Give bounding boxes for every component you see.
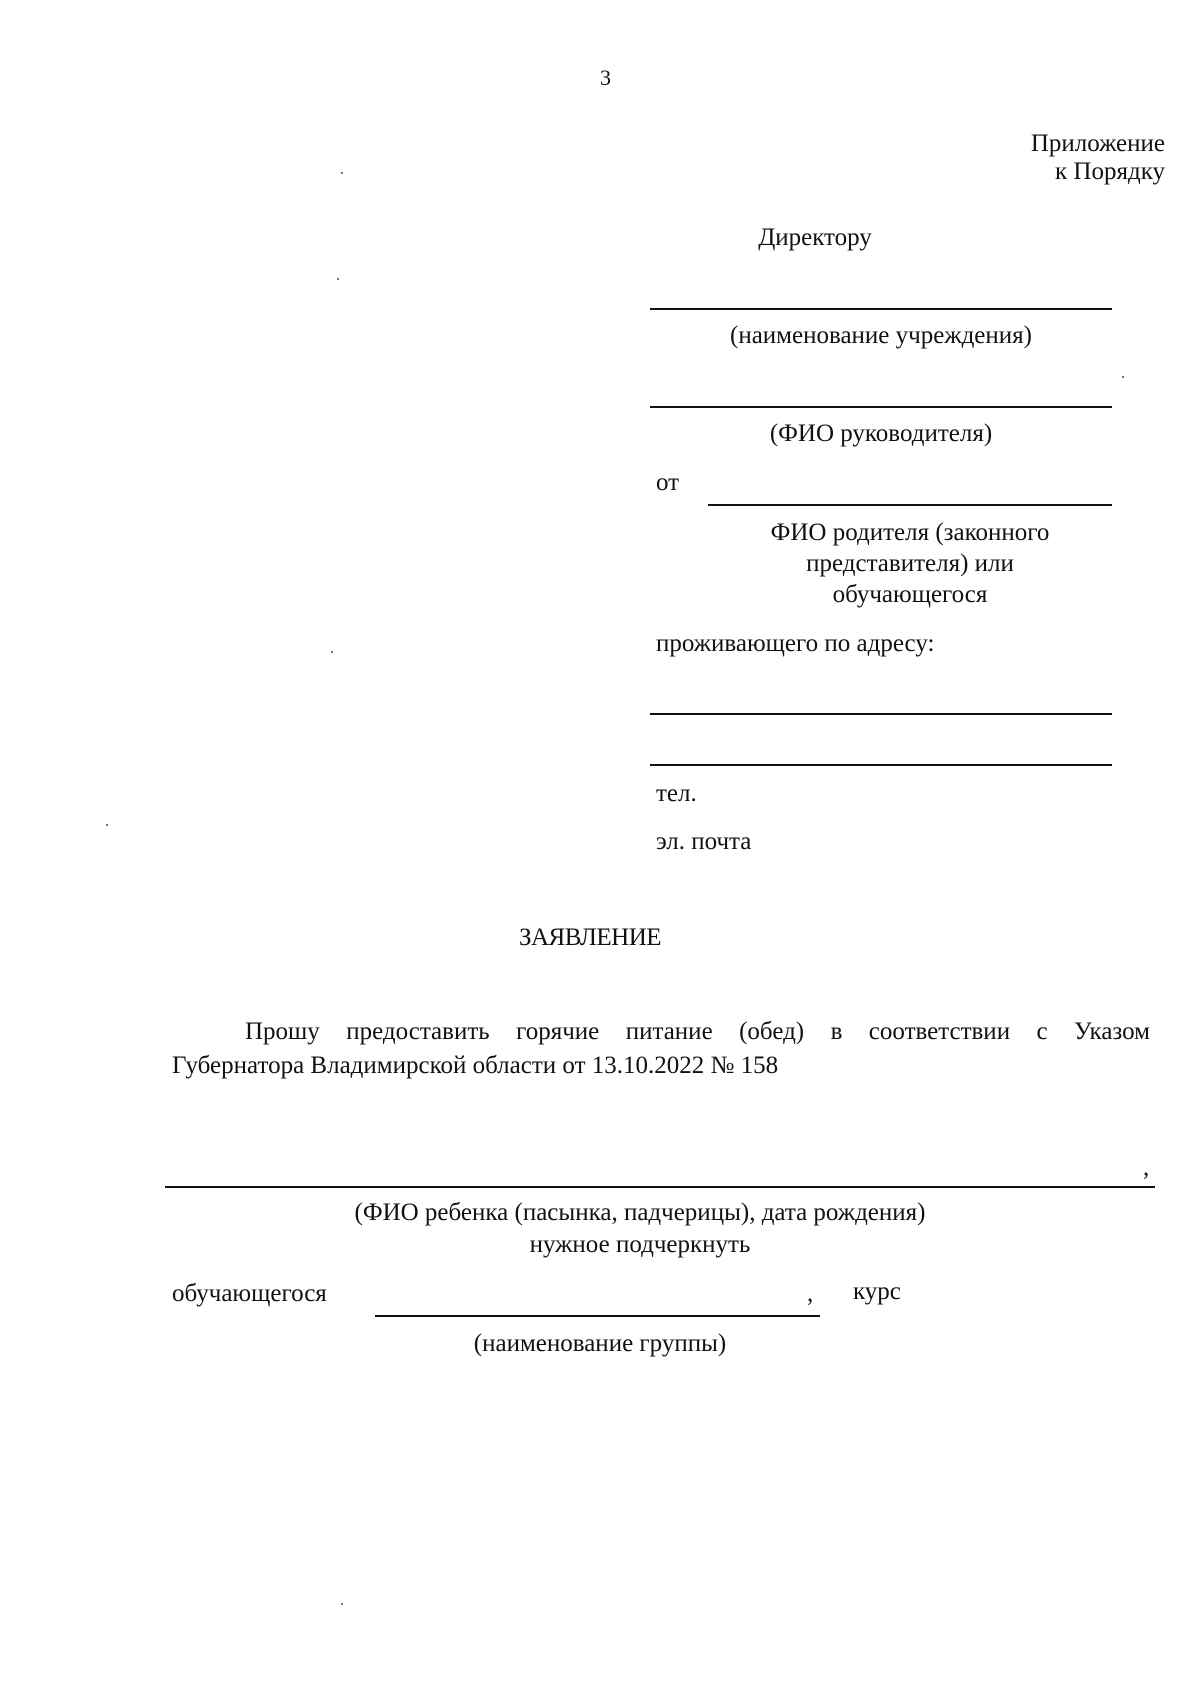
scan-speck bbox=[341, 172, 343, 174]
body-line-2: Губернатора Владимирской области от 13.10.2022 № 158 bbox=[172, 1052, 779, 1079]
underline-note: нужное подчеркнуть bbox=[529, 1231, 751, 1258]
applicant-caption-2: представителя) или bbox=[806, 550, 1014, 577]
group-name-line[interactable] bbox=[375, 1315, 820, 1317]
address-line-1[interactable] bbox=[650, 713, 1112, 715]
child-caption: (ФИО ребенка (пасынка, падчерицы), дата рождения) bbox=[354, 1199, 926, 1226]
from-label: от bbox=[656, 469, 680, 496]
addressee-to: Директору bbox=[758, 224, 872, 251]
applicant-caption-3: обучающегося bbox=[832, 581, 988, 608]
head-caption: (ФИО руководителя) bbox=[769, 420, 993, 447]
applicant-caption-1: ФИО родителя (законного bbox=[770, 519, 1050, 546]
group-caption: (наименование группы) bbox=[473, 1330, 727, 1357]
address-label: проживающего по адресу: bbox=[656, 630, 935, 657]
institution-caption: (наименование учреждения) bbox=[730, 322, 1032, 349]
head-name-line[interactable] bbox=[650, 406, 1112, 408]
applicant-name-line[interactable] bbox=[708, 504, 1112, 506]
page-number: 3 bbox=[600, 65, 611, 90]
scan-speck bbox=[331, 651, 333, 653]
body-line-1: Прошу предоставить горячие питание (обед) в соответствии с Указом bbox=[245, 1018, 1150, 1045]
address-line-2[interactable] bbox=[650, 764, 1112, 766]
scan-speck bbox=[106, 824, 108, 826]
scan-speck bbox=[1122, 376, 1124, 378]
phone-label: тел. bbox=[656, 780, 697, 807]
annex-line-2: к Порядку bbox=[1055, 158, 1165, 185]
scan-speck bbox=[341, 1603, 343, 1605]
email-label: эл. почта bbox=[656, 828, 752, 855]
student-label: обучающегося bbox=[172, 1280, 327, 1307]
annex-line-1: Приложение bbox=[1030, 130, 1165, 157]
course-label: курс bbox=[853, 1278, 901, 1305]
document-title: ЗАЯВЛЕНИЕ bbox=[518, 924, 662, 951]
group-comma: , bbox=[807, 1280, 814, 1307]
institution-name-line[interactable] bbox=[650, 308, 1112, 310]
scan-speck bbox=[337, 278, 339, 280]
child-name-line[interactable] bbox=[165, 1186, 1155, 1188]
child-line-comma: , bbox=[1143, 1154, 1150, 1181]
